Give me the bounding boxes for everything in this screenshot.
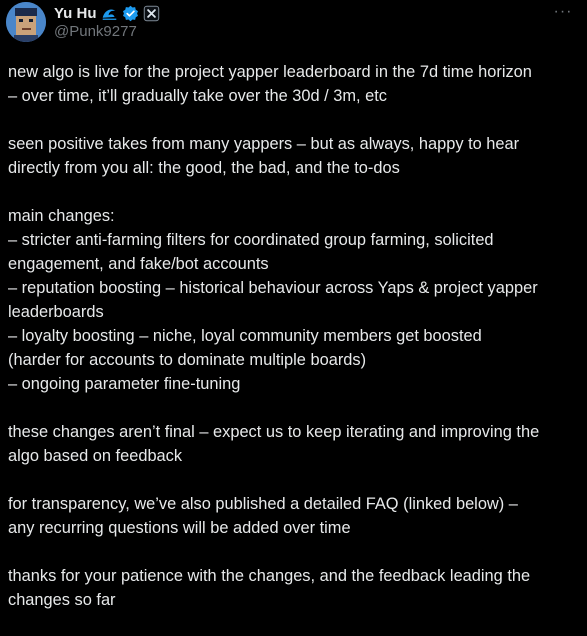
tweet-line: – reputation boosting – historical behaviour across Yaps & project yapper <box>8 279 538 297</box>
tweet-paragraph <box>8 204 580 396</box>
tweet-line: for transparency, we’ve also published a detailed FAQ (linked below) – <box>8 495 518 513</box>
tweet-line: new algo is live for the project yapper leaderboard in the 7d time horizon <box>8 63 532 81</box>
affiliate-badge-icon[interactable] <box>143 5 160 22</box>
verified-badge-icon[interactable] <box>122 5 139 22</box>
tweet-line: – over time, it’ll gradually take over the 30d / 3m, etc <box>8 87 387 105</box>
tweet-paragraph <box>8 564 580 612</box>
tweet-line: – loyalty boosting – niche, loyal community members get boosted <box>8 327 482 345</box>
tweet-line: – ongoing parameter fine-tuning <box>8 375 241 393</box>
display-name[interactable]: Yu Hu <box>54 4 97 22</box>
handle[interactable]: @Punk9277 <box>54 23 137 40</box>
tweet-line: engagement, and fake/bot accounts <box>8 255 269 273</box>
tweet-line: changes so far <box>8 591 116 609</box>
tweet-paragraph <box>8 132 580 180</box>
avatar[interactable] <box>6 2 46 42</box>
tweet-line: (harder for accounts to dominate multiple boards) <box>8 351 367 369</box>
tweet-line: leaderboards <box>8 303 104 321</box>
tweet-line: main changes: <box>8 207 115 225</box>
name-row <box>54 3 160 23</box>
more-options-button[interactable]: ··· <box>553 3 573 20</box>
tweet-line: algo based on feedback <box>8 447 183 465</box>
tweet-header <box>6 2 579 42</box>
tweet-paragraph <box>8 492 580 540</box>
avatar-image <box>6 2 46 42</box>
tweet-line: – stricter anti-farming filters for coordinated group farming, solicited <box>8 231 494 249</box>
tweet-line: directly from you all: the good, the bad, and the to-dos <box>8 159 400 177</box>
tweet-line: thanks for your patience with the changes, and the feedback leading the <box>8 567 531 585</box>
tweet-line: any recurring questions will be added over time <box>8 519 351 537</box>
tweet-paragraph <box>8 420 580 468</box>
tweet-line: seen positive takes from many yappers – but as always, happy to hear <box>8 135 520 153</box>
wave-icon <box>101 5 118 22</box>
tweet-text <box>8 60 580 636</box>
tweet-paragraph <box>8 60 580 108</box>
tweet-line: these changes aren’t final – expect us to keep iterating and improving the <box>8 423 540 441</box>
